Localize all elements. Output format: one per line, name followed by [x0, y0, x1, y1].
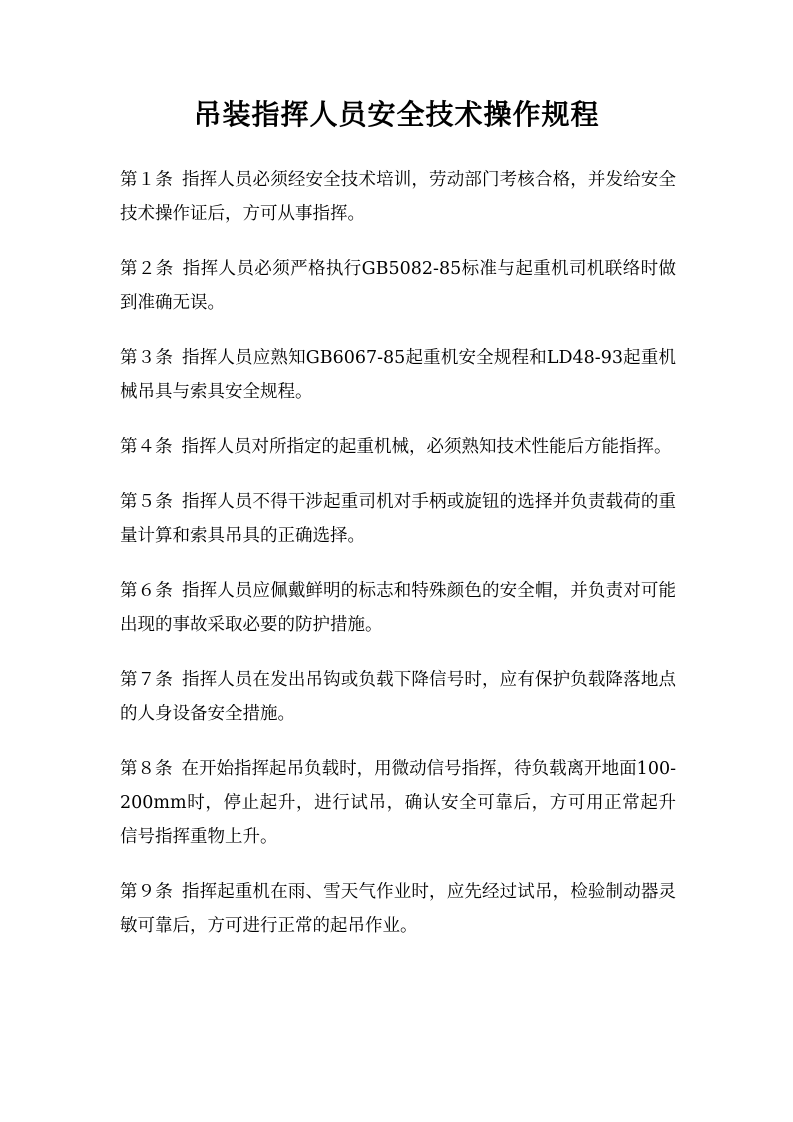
article-number: 第１条 — [120, 170, 173, 190]
article-8 — [120, 752, 676, 854]
article-text: 指挥人员必须经安全技术培训，劳动部门考核合格，并发给安全技术操作证后，方可从事指挥。 — [120, 170, 677, 224]
article-number: 第５条 — [120, 492, 173, 512]
document-title: 吊装指挥人员安全技术操作规程 — [193, 98, 600, 131]
article-2 — [120, 252, 676, 320]
article-text: 指挥人员应佩戴鲜明的标志和特殊颜色的安全帽，并负责对可能出现的事故采取必要的防护措施。 — [120, 581, 677, 635]
article-text: 指挥人员必须严格执行GB5082-85标准与起重机司机联络时做到准确无误。 — [120, 259, 677, 313]
article-text: 指挥人员在发出吊钩或负载下降信号时，应有保护负载降落地点的人身设备安全措施。 — [120, 670, 677, 724]
article-list — [120, 163, 676, 964]
article-6 — [120, 574, 676, 642]
article-number: 第７条 — [120, 670, 173, 690]
article-3 — [120, 341, 676, 409]
article-4 — [120, 430, 676, 464]
article-number: 第３条 — [120, 348, 174, 368]
article-text: 指挥人员应熟知GB6067-85起重机安全规程和LD48-93起重机械吊具与索具安全规程。 — [120, 348, 676, 402]
article-text: 指挥人员不得干涉起重司机对手柄或旋钮的选择并负责载荷的重量计算和索具吊具的正确选择。 — [120, 492, 677, 546]
article-number: 第２条 — [120, 259, 174, 279]
article-number: 第９条 — [120, 882, 173, 902]
article-number: 第４条 — [120, 437, 173, 457]
article-text: 指挥人员对所指定的起重机械，必须熟知技术性能后方能指挥。 — [181, 437, 672, 457]
article-9 — [120, 875, 676, 943]
article-text: 指挥起重机在雨、雪天气作业时，应先经过试吊，检验制动器灵敏可靠后，方可进行正常的起吊作业。 — [120, 882, 677, 936]
article-text: 在开始指挥起吊负载时，用微动信号指挥，待负载离开地面100-200mm时，停止起升，进行试吊，确认安全可靠后，方可用正常起升信号指挥重物上升。 — [120, 759, 676, 847]
article-number: 第８条 — [120, 759, 173, 779]
article-number: 第６条 — [120, 581, 173, 601]
article-7 — [120, 663, 676, 731]
article-1 — [120, 163, 676, 231]
article-5 — [120, 485, 676, 553]
